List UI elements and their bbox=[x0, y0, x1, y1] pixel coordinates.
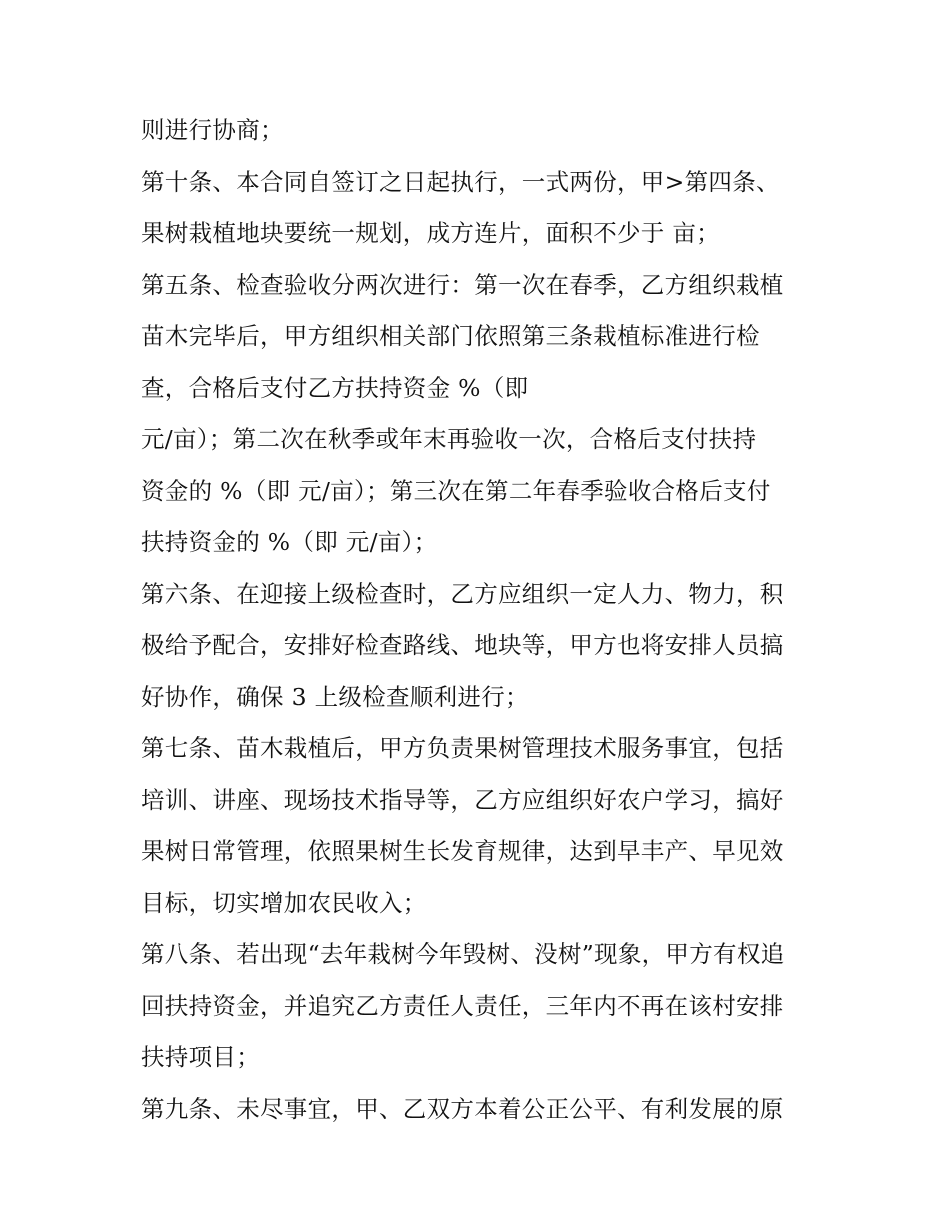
text-line-5: 苗木完毕后，甲方组织相关部门依照第三条栽植标准进行检 bbox=[141, 322, 760, 350]
text-line-2: 第十条、本合同自签订之日起执行，一式两份，甲>第四条、 bbox=[141, 167, 780, 196]
text-line-7: 元/亩）；第二次在秋季或年末再验收一次，合格后支付扶持 bbox=[141, 425, 757, 453]
text-line-10: 第六条、在迎接上级检查时，乙方应组织一定人力、物力，积 bbox=[141, 579, 784, 608]
text-line-6: 查，合格后支付乙方扶持资金 %（即 bbox=[141, 373, 529, 402]
text-line-13: 第七条、苗木栽植后，甲方负责果树管理技术服务事宜，包括 bbox=[141, 734, 784, 762]
text-line-4: 第五条、检查验收分两次进行：第一次在春季，乙方组织栽植 bbox=[141, 270, 784, 299]
text-line-1: 则进行协商； bbox=[141, 116, 284, 144]
text-line-15: 果树日常管理，依照果树生长发育规律，达到早丰产、早见效 bbox=[141, 837, 784, 865]
text-line-11: 极给予配合，安排好检查路线、地块等，甲方也将安排人员搞 bbox=[141, 631, 784, 659]
text-line-3: 果树栽植地块要统一规划，成方连片，面积不少于 亩； bbox=[141, 219, 720, 247]
text-line-20: 第九条、未尽事宜，甲、乙双方本着公正公平、有利发展的原 bbox=[141, 1094, 784, 1123]
contract-body bbox=[141, 105, 821, 1135]
text-line-8: 资金的 %（即 元/亩）；第三次在第二年春季验收合格后支付 bbox=[141, 476, 771, 505]
text-line-18: 回扶持资金，并追究乙方责任人责任，三年内不再在该村安排 bbox=[141, 991, 784, 1020]
text-line-19: 扶持项目； bbox=[141, 1043, 260, 1071]
text-line-12: 好协作，确保 3 上级检查顺利进行； bbox=[141, 682, 529, 711]
text-line-14: 培训、讲座、现场技术指导等，乙方应组织好农户学习，搞好 bbox=[141, 785, 784, 814]
text-line-17: 第八条、若出现“去年栽树今年毁树、没树”现象，甲方有权追 bbox=[141, 940, 785, 968]
text-line-16: 目标，切实增加农民收入； bbox=[141, 888, 427, 917]
text-line-9: 扶持资金的 %（即 元/亩）； bbox=[141, 528, 438, 556]
